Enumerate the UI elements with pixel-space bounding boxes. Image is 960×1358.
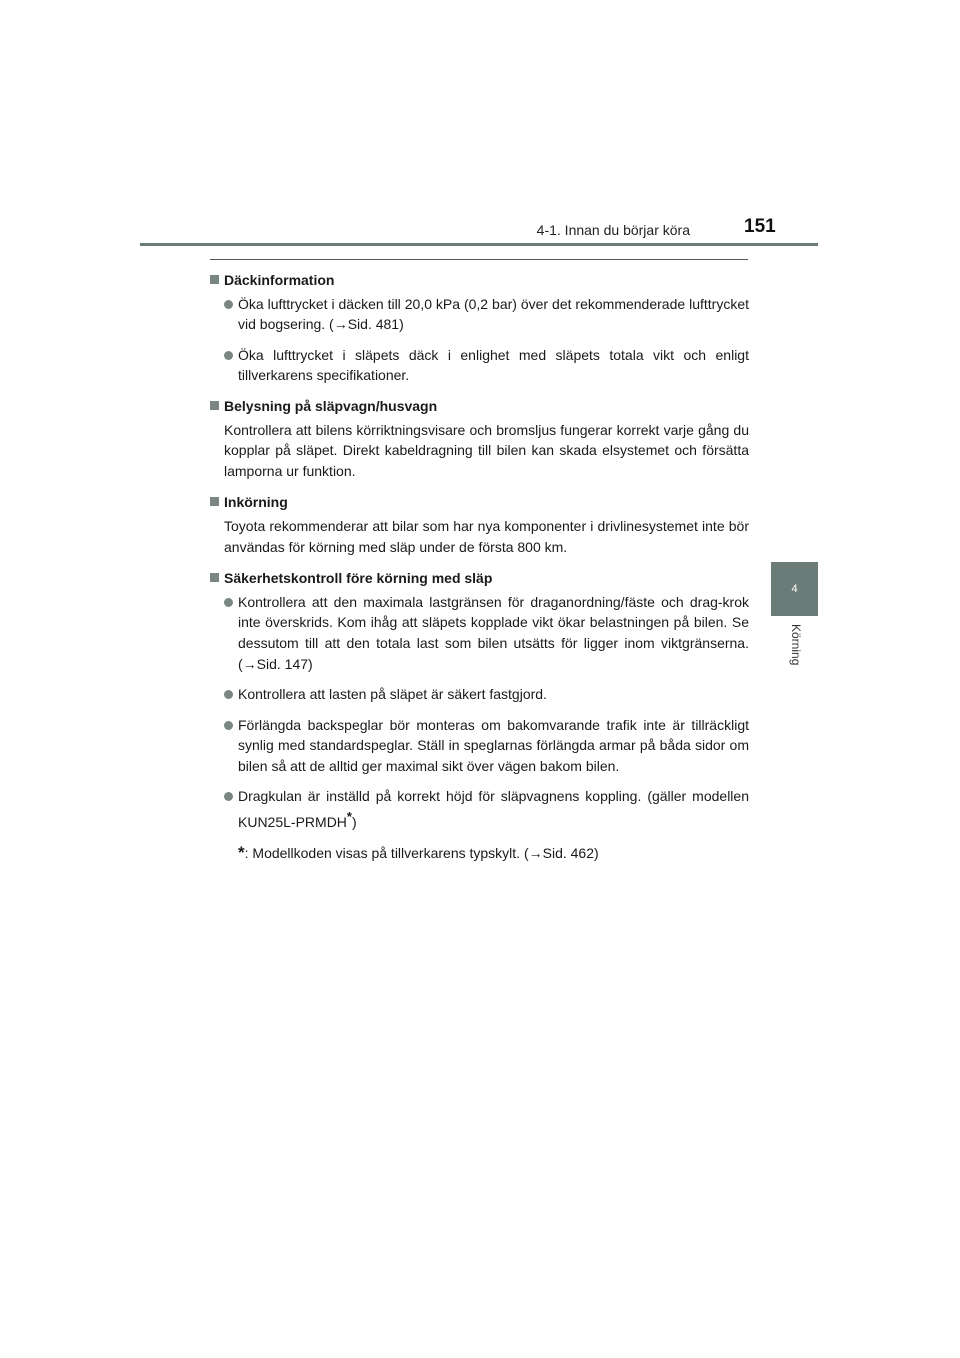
circle-bullet-icon [224,792,233,801]
list-item: Förlängda backspeglar bör monteras om bakomvarande trafik inte är tillräckligt synlig med standardspeglar. Ställ in speglarnas förlängda armar på båda sidor om bilen så att de alltid ger maximal sikt över vägen bakom bilen. [210,715,749,777]
section-trailer-lighting [210,396,749,481]
circle-bullet-icon [224,721,233,730]
section-heading: Belysning på släpvagn/husvagn [210,396,749,417]
section-safety-check [210,568,749,863]
chapter-tab [771,562,818,616]
section-tire-info [210,270,749,386]
square-bullet-icon [210,275,219,284]
list-item: Dragkulan är inställd på korrekt höjd för släpvagnens koppling. (gäller modellen KUN25L-PRMDH*) [210,786,749,832]
list-item: Öka lufttrycket i däcken till 20,0 kPa (0,2 bar) över det rekommenderade lufttrycket vid bogsering. (→Sid. 481) [210,294,749,335]
section-paragraph: Toyota rekommenderar att bilar som har nya komponenter i drivlinesystemet inte bör användas för körning med släp under de första 800 km. [224,517,749,555]
section-heading: Säkerhetskontroll före körning med släp [210,568,749,589]
list-item: Öka lufttrycket i släpets däck i enlighet med släpets totala vikt och enligt tillverkarens specifikationer. [210,345,749,386]
list-item: Kontrollera att den maximala lastgränsen för draganordning/fäste och drag-krok inte överskrids. Kom ihåg att släpets kopplade vikt ökar belastningen på bilen. Se dessutom till att den totala last som bilen utsätts för ligger inom viktgränserna. (→Sid. 147) [210,592,749,674]
footnote-marker: * [238,842,245,862]
header-divider [140,243,818,246]
section-paragraph: Kontrollera att bilens körriktningsvisare och bromsljus fungerar korrekt varje gång du kopplar på släpet. Direkt kabeldragning till bilen kan skada elsystemet och försätta lamporna ur funktion. [224,421,749,479]
circle-bullet-icon [224,690,233,699]
circle-bullet-icon [224,351,233,360]
section-break-in [210,492,749,557]
footnote-marker: * [346,809,352,825]
content-divider [210,259,748,260]
list-item: Kontrollera att lasten på släpet är säkert fastgjord. [210,684,749,705]
section-heading: Inkörning [210,492,749,513]
circle-bullet-icon [224,598,233,607]
circle-bullet-icon [224,300,233,309]
header-section-title: 4-1. Innan du börjar köra [536,222,690,238]
square-bullet-icon [210,573,219,582]
chapter-label: Körning [789,624,803,666]
square-bullet-icon [210,401,219,410]
page-number: 151 [744,216,776,237]
square-bullet-icon [210,497,219,506]
footnote: *: Modellkoden visas på tillverkarens typskylt. (→Sid. 462) [238,842,599,862]
chapter-number: 4 [791,583,798,595]
section-heading: Däckinformation [210,270,749,291]
page-content [210,270,749,869]
